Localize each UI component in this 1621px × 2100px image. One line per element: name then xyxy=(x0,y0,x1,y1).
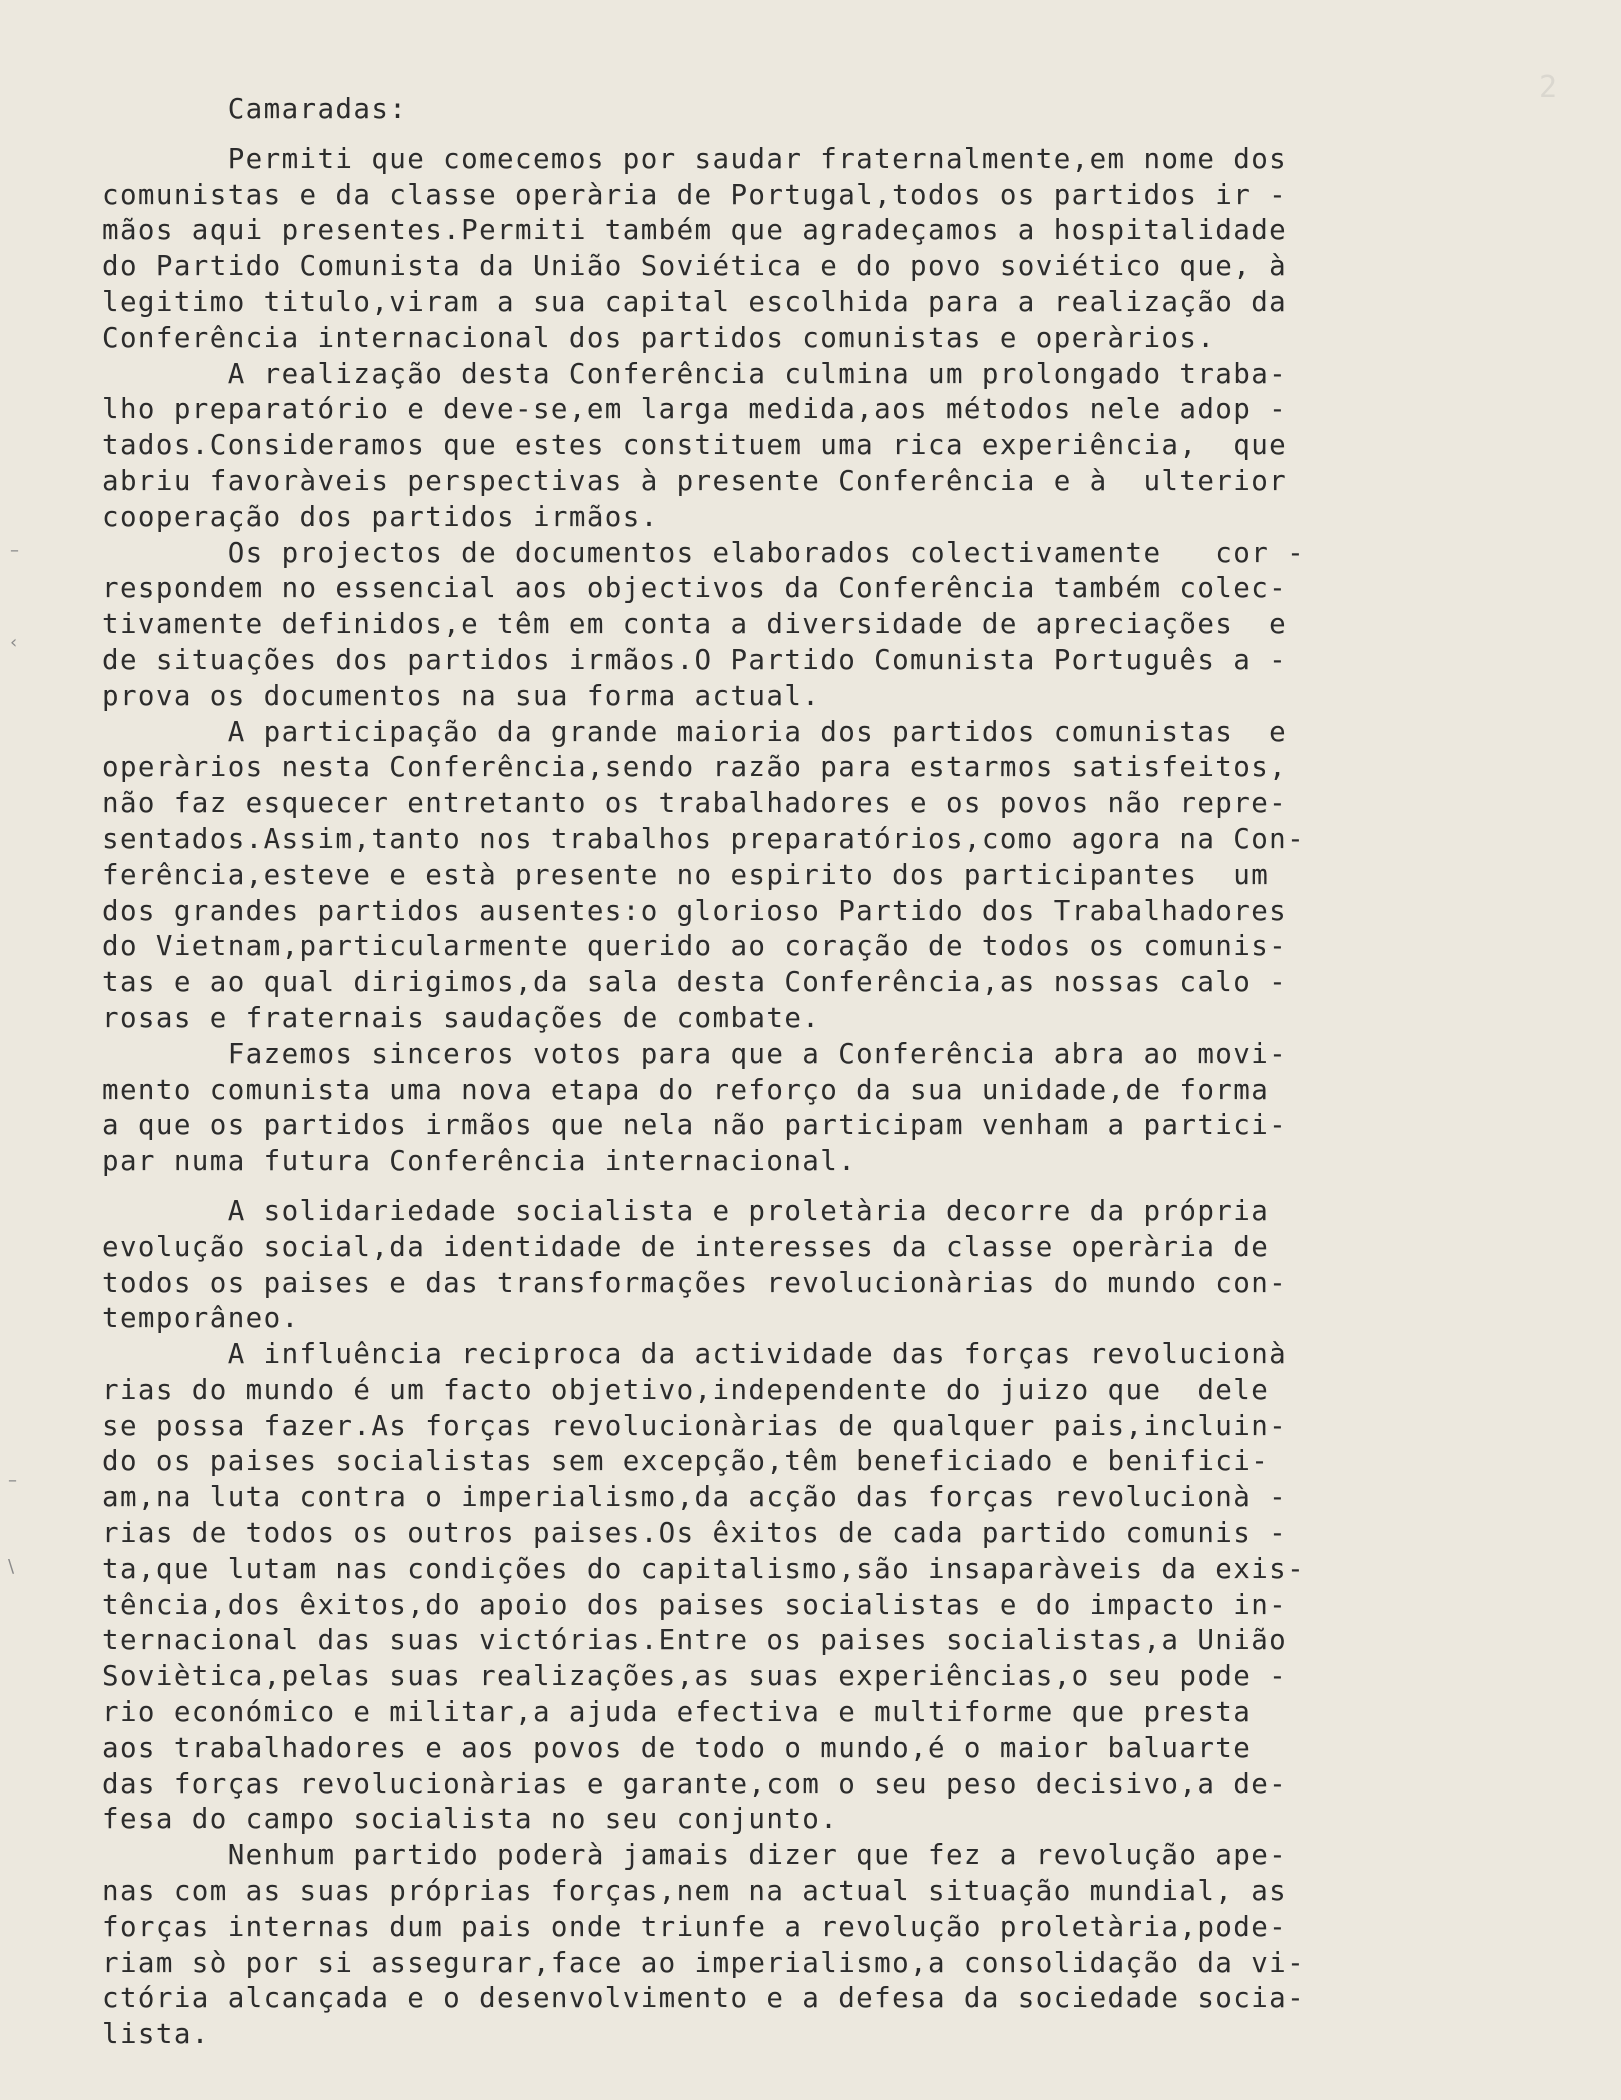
text-line: tados.Consideramos que estes constituem uma rica experiência, que xyxy=(102,429,1288,462)
text-line: legitimo titulo,viram a sua capital escolhida para a realização da xyxy=(102,285,1288,318)
text-line: Nenhum partido poderà jamais dizer que fez a revolução ape- xyxy=(102,1839,1288,1872)
text-line: A realização desta Conferência culmina um prolongado traba- xyxy=(102,357,1288,390)
text-line: Os projectos de documentos elaborados colectivamente cor - xyxy=(102,536,1306,569)
text-line: rio económico e militar,a ajuda efectiva e multiforme que presta xyxy=(102,1696,1252,1729)
text-line: cooperação dos partidos irmãos. xyxy=(102,500,659,533)
text-line: das forças revolucionàrias e garante,com o seu peso decisivo,a de- xyxy=(102,1767,1288,1800)
text-line: ctória alcançada e o desenvolvimento e a defesa da sociedade socia- xyxy=(102,1982,1306,2015)
spacer xyxy=(102,128,1462,142)
text-line: par numa futura Conferência internacional. xyxy=(102,1145,857,1178)
text-line: mento comunista uma nova etapa do reforço da sua unidade,de forma xyxy=(102,1073,1270,1106)
margin-mark: ‹ xyxy=(10,632,18,653)
text-line: forças internas dum pais onde triunfe a revolução proletària,pode- xyxy=(102,1910,1288,1943)
margin-mark: – xyxy=(8,1470,17,1491)
text-line: aos trabalhadores e aos povos de todo o mundo,é o maior baluarte xyxy=(102,1731,1252,1764)
text-line: A influência reciproca da actividade das forças revolucionà xyxy=(102,1338,1288,1371)
salutation: Camaradas: xyxy=(102,93,408,125)
text-line: abriu favoràveis perspectivas à presente Conferência e à ulterior xyxy=(102,464,1288,497)
margin-mark: – xyxy=(10,540,19,561)
text-line: Soviètica,pelas suas realizações,as suas experiências,o seu pode - xyxy=(102,1660,1288,1693)
margin-mark: \ xyxy=(8,1556,15,1577)
text-line: A participação da grande maioria dos partidos comunistas e xyxy=(102,715,1288,748)
text-line: tência,dos êxitos,do apoio dos paises socialistas e do impacto in- xyxy=(102,1588,1288,1621)
spacer xyxy=(102,1180,1462,1194)
text-line: não faz esquecer entretanto os trabalhadores e os povos não repre- xyxy=(102,787,1288,820)
text-line: Fazemos sinceros votos para que a Conferência abra ao movi- xyxy=(102,1037,1288,1070)
text-line: comunistas e da classe operària de Portugal,todos os partidos ir - xyxy=(102,178,1288,211)
text-line: rosas e fraternais saudações de combate. xyxy=(102,1001,821,1034)
text-line: lista. xyxy=(102,2018,210,2051)
text-line: se possa fazer.As forças revolucionàrias de qualquer pais,incluin- xyxy=(102,1409,1288,1442)
text-line: temporâneo. xyxy=(102,1302,300,1335)
text-line: mãos aqui presentes.Permiti também que agradeçamos a hospitalidade xyxy=(102,214,1288,247)
text-line: fesa do campo socialista no seu conjunto. xyxy=(102,1803,839,1836)
text-line: ternacional das suas victórias.Entre os paises socialistas,a União xyxy=(102,1624,1288,1657)
text-line: evolução social,da identidade de interesses da classe operària de xyxy=(102,1230,1270,1263)
page-number: 2 xyxy=(1538,70,1561,105)
text-line: lho preparatório e deve-se,em larga medida,aos métodos nele adop - xyxy=(102,393,1288,426)
text-line: a que os partidos irmãos que nela não participam venham a partici- xyxy=(102,1109,1288,1142)
text-line: am,na luta contra o imperialismo,da acção das forças revolucionà - xyxy=(102,1481,1288,1514)
text-line: tas e ao qual dirigimos,da sala desta Conferência,as nossas calo - xyxy=(102,966,1288,999)
body-text xyxy=(102,92,1462,2053)
text-line: operàrios nesta Conferência,sendo razão para estarmos satisfeitos, xyxy=(102,751,1288,784)
text-line: rias do mundo é um facto objetivo,independente do juizo que dele xyxy=(102,1373,1270,1406)
text-line: prova os documentos na sua forma actual. xyxy=(102,679,821,712)
text-line: A solidariedade socialista e proletària decorre da própria xyxy=(102,1194,1270,1227)
text-line: respondem no essencial aos objectivos da Conferência também colec- xyxy=(102,572,1288,605)
text-line: do os paises socialistas sem excepção,têm beneficiado e benifici- xyxy=(102,1445,1270,1478)
text-line: rias de todos os outros paises.Os êxitos de cada partido comunis - xyxy=(102,1517,1288,1550)
text-line: riam sò por si assegurar,face ao imperialismo,a consolidação da vi- xyxy=(102,1946,1306,1979)
text-line: nas com as suas próprias forças,nem na actual situação mundial, as xyxy=(102,1875,1288,1908)
text-line: Conferência internacional dos partidos comunistas e operàrios. xyxy=(102,321,1216,354)
text-line: do Partido Comunista da União Soviética e do povo soviético que, à xyxy=(102,250,1288,283)
text-line: do Vietnam,particularmente querido ao coração de todos os comunis- xyxy=(102,930,1288,963)
text-line: dos grandes partidos ausentes:o glorioso Partido dos Trabalhadores xyxy=(102,894,1288,927)
text-line: Permiti que comecemos por saudar fraternalmente,em nome dos xyxy=(102,142,1288,175)
text-line: ta,que lutam nas condições do capitalismo,são insaparàveis da exis- xyxy=(102,1552,1306,1585)
text-line: todos os paises e das transformações revolucionàrias do mundo con- xyxy=(102,1266,1288,1299)
text-line: sentados.Assim,tanto nos trabalhos preparatórios,como agora na Con- xyxy=(102,822,1306,855)
text-line: ferência,esteve e està presente no espirito dos participantes um xyxy=(102,858,1270,891)
text-line: tivamente definidos,e têm em conta a diversidade de apreciações e xyxy=(102,608,1288,641)
text-line: de situações dos partidos irmãos.O Partido Comunista Português a - xyxy=(102,643,1288,676)
